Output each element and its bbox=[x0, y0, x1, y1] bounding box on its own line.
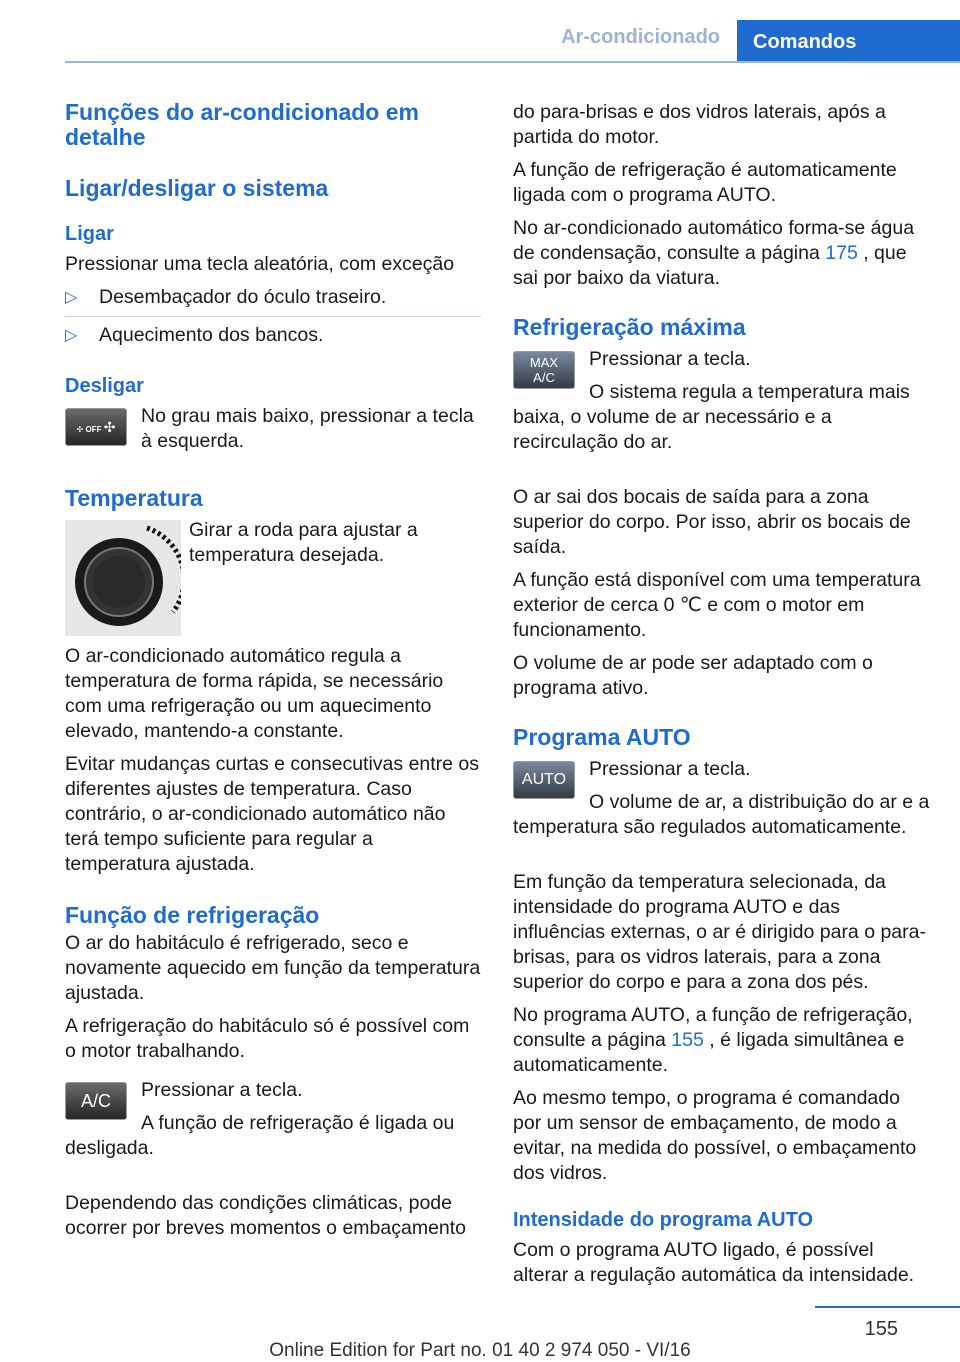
right-column bbox=[513, 100, 933, 1296]
list-item: ▷ Aquecimento dos bancos. bbox=[65, 324, 324, 346]
auto-figure bbox=[513, 757, 933, 848]
heading-desligar: Desligar bbox=[65, 375, 144, 397]
header-tab: Comandos bbox=[737, 20, 960, 61]
fan-off-button-image: ✣ OFF ✣ bbox=[65, 408, 127, 446]
paragraph: Em função da temperatura selecionada, da intensidade do programa AUTO e das influências externas, o ar é dirigido para o para-brisas, para os vidros laterais, para a zona superior do corpo e para a zona dos pés. bbox=[513, 871, 926, 993]
paragraph: No programa AUTO, a função de refrigeração, consulte a página 155 , é ligada simultânea e automaticamente. bbox=[513, 1004, 913, 1076]
paragraph: No ar-condicionado automático forma-se água de condensação, consulte a página 175 , que sai por baixo da viatura. bbox=[513, 217, 915, 289]
page-title: Funções do ar-condicionado em detalhe bbox=[65, 99, 419, 150]
fan-icon: ✣ bbox=[103, 419, 116, 435]
ac-button-image: A/C bbox=[65, 1082, 127, 1120]
paragraph: A função está disponível com uma temperatura exterior de cerca 0 ℃ e com o motor em funcionamento. bbox=[513, 569, 921, 641]
heading-refrigeracao: Função de refrigeração bbox=[65, 902, 320, 928]
temperature-text: Girar a roda para ajustar a temperatura desejada. bbox=[189, 519, 418, 566]
paragraph: Ao mesmo tempo, o programa é comandado por um sensor de embaçamento, de modo a evitar, na medida do possível, o embaçamento dos vidros. bbox=[513, 1087, 917, 1184]
temperature-paragraph: Evitar mudanças curtas e consecutivas entre os diferentes ajustes de temperatura. Caso contrário, o ar-condicionado automático não terá tempo suficiente para regular a temperatura ajustada. bbox=[65, 753, 480, 875]
header-section: Ar-condicionado bbox=[561, 26, 720, 48]
list-item: ▷ Desembaçador do óculo traseiro. bbox=[65, 285, 481, 317]
max-step: Pressionar a tecla. bbox=[589, 348, 751, 370]
refrig-paragraph: Dependendo das condições climáticas, pode ocorrer por breves momentos o embaçamento bbox=[65, 1192, 467, 1239]
paragraph: O volume de ar pode ser adaptado com o programa ativo. bbox=[513, 652, 873, 699]
auto-result: O volume de ar, a distribuição do ar e a temperatura são regulados automaticamente. bbox=[513, 791, 930, 838]
temperature-knob-image bbox=[65, 520, 181, 636]
temperature-paragraph: O ar-condicionado automático regula a temperatura de forma rápida, se necessário com uma refrigeração ou um aquecimento elevado, mantendo-a constante. bbox=[65, 645, 444, 742]
paragraph: A função de refrigeração é automaticamente ligada com o programa AUTO. bbox=[513, 159, 897, 206]
page-link[interactable]: 175 bbox=[825, 242, 858, 264]
paragraph: do para-brisas e dos vidros laterais, após a partida do motor. bbox=[513, 101, 886, 148]
max-figure bbox=[513, 347, 933, 463]
footer-rule bbox=[815, 1306, 960, 1308]
refrig-paragraph: O ar do habitáculo é refrigerado, seco e novamente aquecido em função da temperatura ajustada. bbox=[65, 932, 481, 1004]
ac-figure bbox=[65, 1078, 481, 1169]
left-column bbox=[65, 100, 481, 1249]
header-rule bbox=[65, 61, 960, 63]
auto-step: Pressionar a tecla. bbox=[589, 758, 751, 780]
max-ac-button-image: MAX A/C bbox=[513, 351, 575, 389]
desligar-figure bbox=[65, 404, 481, 462]
page-number: 155 bbox=[864, 1318, 898, 1340]
desligar-text: No grau mais baixo, pressionar a tecla à esquerda. bbox=[141, 405, 474, 452]
ac-result: A função de refrigeração é ligada ou desligada. bbox=[65, 1112, 455, 1159]
exception-list bbox=[65, 285, 481, 354]
heading-onoff: Ligar/desligar o sistema bbox=[65, 175, 329, 201]
refrig-paragraph: A refrigeração do habitáculo só é possível com o motor trabalhando. bbox=[65, 1015, 470, 1062]
paragraph: Com o programa AUTO ligado, é possível alterar a regulação automática da intensidade. bbox=[513, 1239, 915, 1286]
ligar-text: Pressionar uma tecla aleatória, com exceção bbox=[65, 253, 455, 275]
heading-auto: Programa AUTO bbox=[513, 724, 691, 750]
triangle-icon: ▷ bbox=[65, 327, 78, 344]
temperature-figure bbox=[65, 518, 481, 644]
heading-temperatura: Temperatura bbox=[65, 485, 203, 511]
heading-intensity: Intensidade do programa AUTO bbox=[513, 1209, 814, 1231]
fan-icon: ✣ bbox=[76, 425, 84, 434]
auto-button-image: AUTO bbox=[513, 761, 575, 799]
triangle-icon: ▷ bbox=[65, 289, 78, 306]
heading-max: Refrigeração máxima bbox=[513, 314, 746, 340]
page-link[interactable]: 155 bbox=[671, 1029, 704, 1051]
edition-footer: Online Edition for Part no. 01 40 2 974 050 - VI/16 bbox=[269, 1340, 691, 1361]
heading-ligar: Ligar bbox=[65, 223, 114, 245]
paragraph: O ar sai dos bocais de saída para a zona superior do corpo. Por isso, abrir os bocais de saída. bbox=[513, 486, 911, 558]
ac-step: Pressionar a tecla. bbox=[141, 1079, 303, 1101]
max-result: O sistema regula a temperatura mais baixa, o volume de ar necessário e a recirculação do ar. bbox=[513, 381, 910, 453]
